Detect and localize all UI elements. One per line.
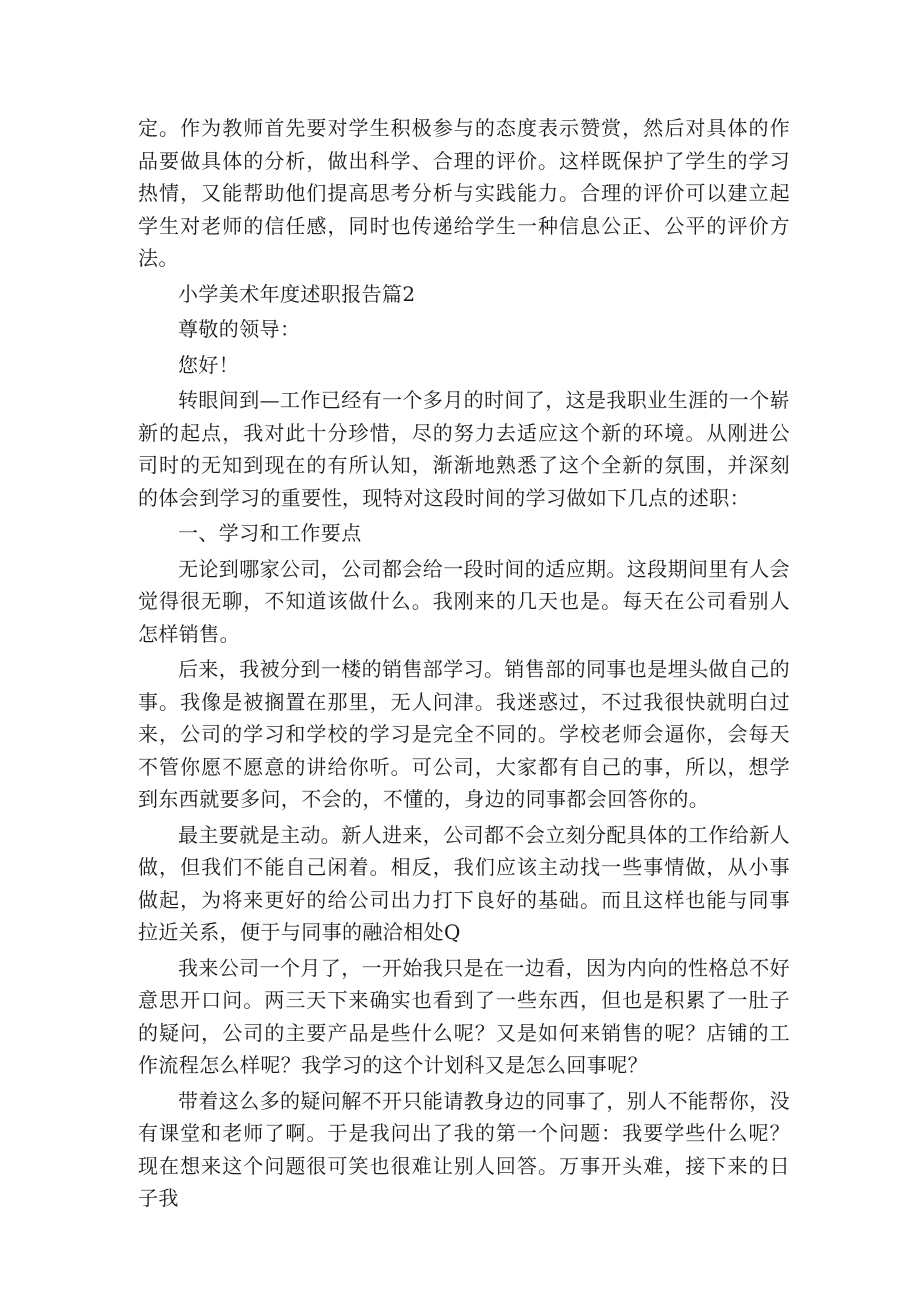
paragraph: 后来，我被分到一楼的销售部学习。销售部的同事也是埋头做自己的事。我像是被搁置在那里，无人问津。我迷惑过，不过我很快就明白过来，公司的学习和学校的学习是完全不同的。学校老师会逼你，会每天不管你愿不愿意的讲给你听。可公司，大家都有自己的事，所以，想学到东西就要多问，不会的，不懂的，身边的同事都会回答你的。 — [138, 657, 790, 811]
paragraph-continuation: 定。作为教师首先要对学生积极参与的态度表示赞赏，然后对具体的作品要做具体的分析，做出科学、合理的评价。这样既保护了学生的学习热情，又能帮助他们提高思考分析与实践能力。合理的评价可以建立起学生对老师的信任感，同时也传递给学生一种信息公正、公平的评价方法。 — [138, 116, 790, 270]
paragraph: 无论到哪家公司，公司都会给一段时间的适应期。这段期间里有人会觉得很无聊，不知道该做什么。我刚来的几天也是。每天在公司看别人怎样销售。 — [138, 556, 790, 646]
greeting: 您好！ — [178, 352, 240, 377]
subsection-heading: 一、学习和工作要点 — [178, 521, 362, 545]
document-body — [138, 112, 790, 1218]
paragraph: 带着这么多的疑问解不开只能请教身边的同事了，别人不能帮你，没有课堂和老师了啊。于是我问出了我的第一个问题：我要学些什么呢？现在想来这个问题很可笑也很难让别人回答。万事开头难，接下来的日子我 — [138, 1088, 790, 1210]
paragraph: 我来公司一个月了，一开始我只是在一边看，因为内向的性格总不好意思开口问。两三天下来确实也看到了一些东西，但也是积累了一肚子的疑问，公司的主要产品是些什么呢？又是如何来销售的呢？店铺的工作流程怎么样呢？我学习的这个计划科又是怎么回事呢？ — [138, 955, 790, 1077]
paragraph: 最主要就是主动。新人进来，公司都不会立刻分配具体的工作给新人做，但我们不能自己闲着。相反，我们应该主动找一些事情做，从小事做起，为将来更好的给公司出力打下良好的基础。而且这样也能与同事拉近关系，便于与同事的融洽相处Q — [138, 822, 790, 944]
section-title: 小学美术年度述职报告篇2 — [178, 281, 416, 306]
salutation: 尊敬的领导： — [178, 317, 301, 341]
paragraph: 转眼间到—工作已经有一个多月的时间了，这是我职业生涯的一个崭新的起点，我对此十分珍惜，尽的努力去适应这个新的环境。从刚进公司时的无知到现在的有所认知，渐渐地熟悉了这个全新的氛围，并深刻的体会到学习的重要性，现特对这段时间的学习做如下几点的述职： — [138, 388, 790, 510]
